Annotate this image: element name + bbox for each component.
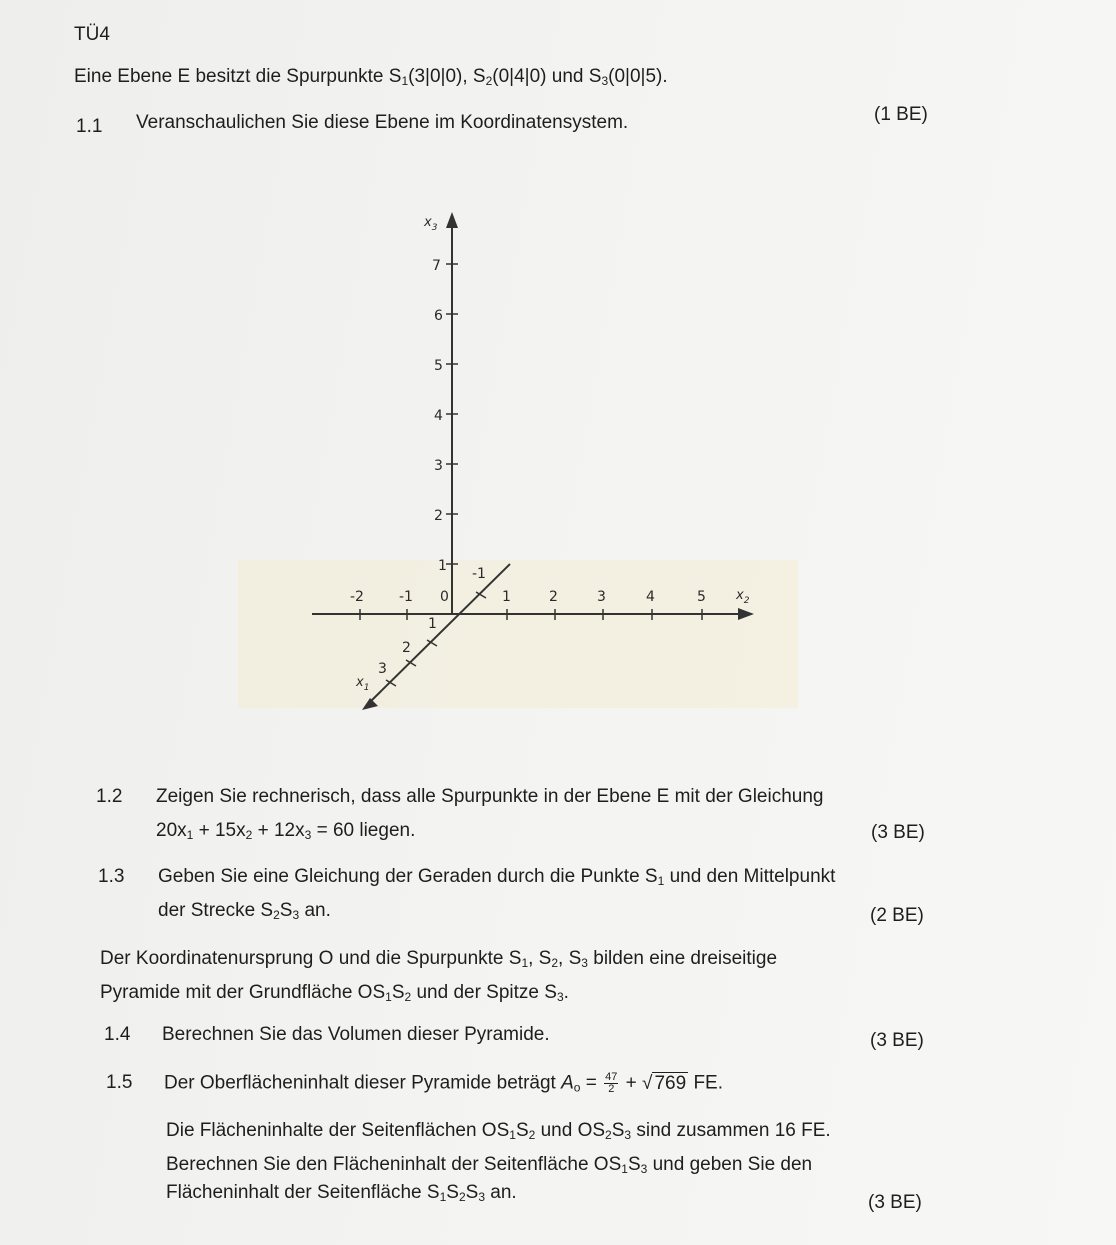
intro-point-1: (3|0|0), S xyxy=(408,66,486,87)
task-number-1-5: 1.5 xyxy=(106,1072,133,1093)
sub-index: 3 xyxy=(601,74,609,88)
task-text-1-3-line2: der Strecke $S_2S_3$ an. xyxy=(158,900,331,922)
intro-prefix: Eine Ebene E besitzt die Spurpunkte S xyxy=(74,66,402,87)
intro-point-2: (0|4|0) und S xyxy=(492,66,602,87)
task-text-1-5-line2: Die Flächeninhalte der Seitenflächen $OS_1S_2$ und $OS_2S_3$ sind zusammen 16 FE. xyxy=(166,1120,831,1142)
task-text-1-5-line4: Flächeninhalt der Seitenfläche $S_1S_2S_3$ an. xyxy=(166,1182,517,1204)
task-text-1-1: Veranschaulichen Sie diese Ebene im Koordinatensystem. xyxy=(136,112,629,133)
x1-tick-label: 3 xyxy=(378,661,387,677)
x3-tick-label: 2 xyxy=(434,508,443,524)
x2-tick-label: 3 xyxy=(597,589,606,605)
x3-arrow-icon xyxy=(446,212,458,228)
x3-tick-label: 4 xyxy=(434,408,443,424)
sub-index: 1 xyxy=(401,74,409,88)
x3-tick-label: 3 xyxy=(434,458,443,474)
x3-tick-label: 1 xyxy=(438,558,447,574)
task-text-1-3: Geben Sie eine Gleichung der Geraden durch die Punkte $S_1$ und den Mittelpunkt xyxy=(158,866,836,888)
x2-tick-label: 5 xyxy=(697,589,706,605)
task-points-1-3: (2 BE) xyxy=(870,905,924,926)
task-text-1-5-line1: Der Oberflächeninhalt dieser Pyramide beträgt $A_o$ = $\frac{47}{2}$ + √ 769 FE. xyxy=(164,1071,724,1095)
x2-axis-label: $x_2$ xyxy=(736,588,750,606)
x2-tick-label: 1 xyxy=(502,589,511,605)
task-equation-1-2: $20x_1 + 15x_2 + 12x_3 = 60$ liegen. xyxy=(156,820,416,842)
task-points-1-4: (3 BE) xyxy=(870,1030,924,1051)
task-text-1-5-line3: Berechnen Sie den Flächeninhalt der Seitenfläche $OS_1S_3$ und geben Sie den xyxy=(166,1154,813,1176)
x1-tick-label: -1 xyxy=(472,566,486,582)
x2-tick-label: -1 xyxy=(399,589,413,605)
task-number-1-2: 1.2 xyxy=(96,786,123,807)
pyramid-intro-line2: Pyramide mit der Grundfläche $OS_1S_2$ und der Spitze $S_3$. xyxy=(100,982,569,1004)
x3-tick-label: 5 xyxy=(434,358,443,374)
task-text-1-2: Zeigen Sie rechnerisch, dass alle Spurpunkte in der Ebene E mit der Gleichung xyxy=(156,786,824,807)
x2-tick-label: 2 xyxy=(549,589,558,605)
x2-tick-label: 0 xyxy=(440,589,449,605)
intro-point-3: (0|0|5). xyxy=(608,66,668,87)
x3-tick-label: 7 xyxy=(432,258,441,274)
task-number-1-4: 1.4 xyxy=(104,1024,131,1045)
x2-tick-label: 4 xyxy=(646,589,655,605)
task-points-1-2: (3 BE) xyxy=(871,822,925,843)
task-points-1-5: (3 BE) xyxy=(868,1192,922,1213)
x3-axis-label: $x_3$ xyxy=(424,215,438,233)
pyramid-intro-line1: Der Koordinatenursprung O und die Spurpunkte $S_1$, $S_2$, $S_3$ bilden eine dreiseitige xyxy=(100,948,778,970)
sheet-code: TÜ4 xyxy=(74,24,110,45)
task-number-1-3: 1.3 xyxy=(98,866,125,887)
sub-index: 2 xyxy=(485,74,493,88)
x1-tick-label: 2 xyxy=(402,640,411,656)
x2-tick-label: -2 xyxy=(350,589,364,605)
task-text-1-4: Berechnen Sie das Volumen dieser Pyramide. xyxy=(162,1024,550,1045)
x1-axis-label: $x_1$ xyxy=(356,675,370,693)
x3-tick-label: 6 xyxy=(434,308,443,324)
task-points-1-1: (1 BE) xyxy=(874,104,928,125)
x1-tick-label: 1 xyxy=(428,616,437,632)
task-number-1-1: 1.1 xyxy=(76,116,103,137)
